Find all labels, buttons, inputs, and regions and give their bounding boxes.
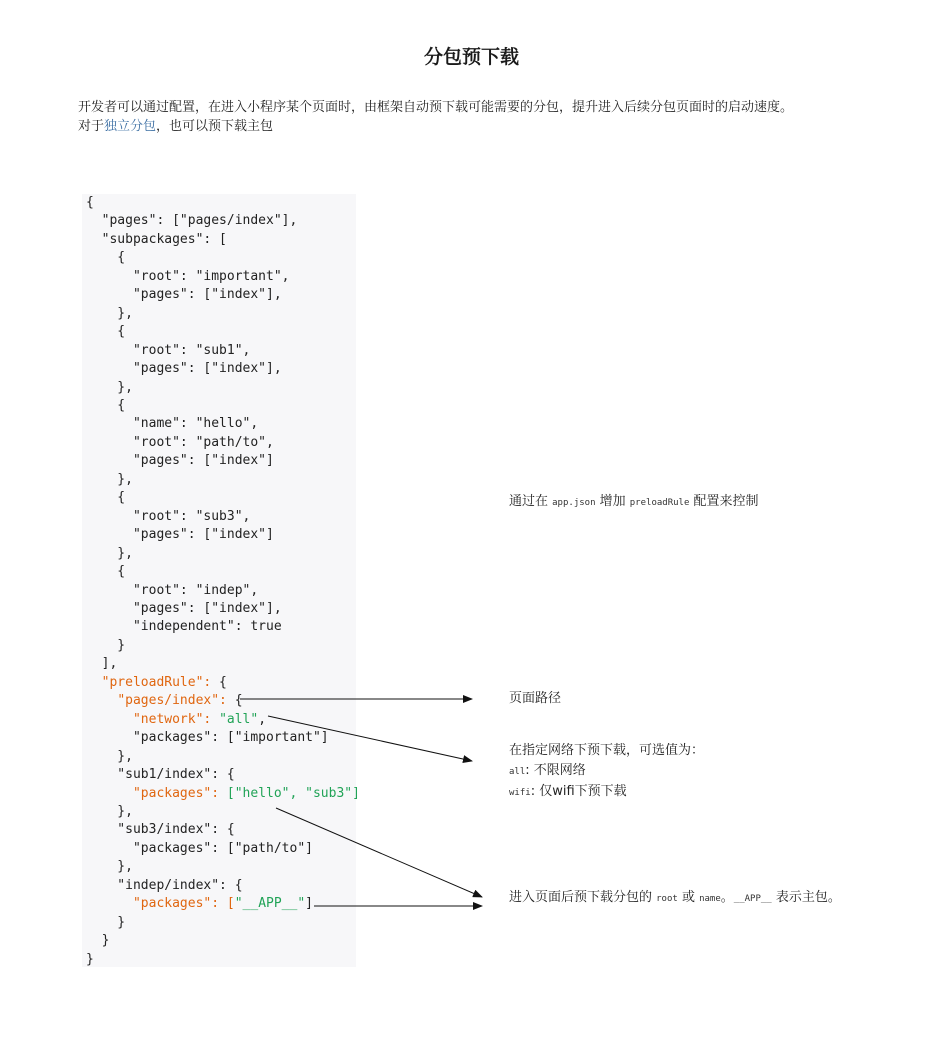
code-line: }, xyxy=(86,305,133,321)
note-config-text-2: 增加 xyxy=(595,494,630,509)
code-value-highlight: "all" xyxy=(219,711,259,727)
code-line: "root": "path/to", xyxy=(86,434,274,450)
note-preload-config xyxy=(509,492,759,513)
note-packages-text-2: 或 xyxy=(677,890,700,905)
code-key-highlight: "pages/index": xyxy=(117,693,227,709)
code-line: "preloadRule": { xyxy=(101,674,227,690)
arrow-network xyxy=(268,716,472,761)
page-title: 分包预下载 xyxy=(423,46,519,68)
code-line: } xyxy=(86,914,126,930)
code-line: "pages": ["index"], xyxy=(86,600,282,616)
note-config-text-1: 通过在 xyxy=(509,494,553,509)
code-preload-rule: preloadRule xyxy=(629,498,690,508)
code-line: "name": "hello", xyxy=(86,416,259,432)
code-line: "packages": ["__APP__"] xyxy=(132,896,313,912)
arrow-packages-sub1 xyxy=(276,808,482,897)
independent-subpackage-link[interactable]: 独立分包 xyxy=(104,119,157,134)
code-app: __APP__ xyxy=(733,894,772,904)
intro-text-after-link: ，也可以预下载主包 xyxy=(156,119,274,134)
code-line: "sub3/index": { xyxy=(86,822,235,838)
code-line: "network": "all", xyxy=(132,711,267,727)
code-line: "root": "sub3", xyxy=(86,508,251,524)
code-line: } xyxy=(86,637,126,653)
code-line: ], xyxy=(86,656,118,672)
code-line: }, xyxy=(86,803,133,819)
code-line: { xyxy=(86,490,126,506)
code-line: }, xyxy=(86,859,133,875)
code-line: "independent": true xyxy=(86,619,282,635)
code-line: { xyxy=(86,324,126,340)
code-line: "pages": ["pages/index"], xyxy=(86,213,298,229)
code-line: "subpackages": [ xyxy=(86,231,227,247)
note-network-all-desc: : 不限网络 xyxy=(525,763,586,778)
code-line: "pages/index": { xyxy=(117,693,243,709)
code-line: }, xyxy=(86,379,133,395)
note-network-option-wifi xyxy=(509,782,704,803)
note-packages-text-3: 。 xyxy=(720,890,734,905)
code-app-json: app.json xyxy=(552,498,596,508)
code-all: all xyxy=(509,767,526,777)
code-line: { xyxy=(86,195,94,210)
code-key-highlight: "packages": [ xyxy=(132,896,235,912)
code-line: "sub1/index": { xyxy=(86,767,235,783)
code-line: "indep/index": { xyxy=(86,877,243,893)
code-line: }, xyxy=(86,545,133,561)
note-page-path: 页面路径 xyxy=(509,691,562,706)
note-packages-text-4: 表示主包。 xyxy=(771,890,841,905)
note-packages xyxy=(509,888,841,909)
code-key-highlight: "packages": xyxy=(132,785,227,801)
note-network-wifi-desc: : 仅wifi下预下载 xyxy=(530,784,627,799)
code-line: { xyxy=(86,250,126,266)
code-line: } xyxy=(86,951,94,967)
note-packages-text-1: 进入页面后预下载分包的 xyxy=(509,890,657,905)
code-root: root xyxy=(656,894,678,904)
code-line: "root": "indep", xyxy=(86,582,259,598)
code-line: "pages": ["index"], xyxy=(86,287,282,303)
code-line: "pages": ["index"] xyxy=(86,527,274,543)
code-line: { xyxy=(86,564,126,580)
code-line: "root": "important", xyxy=(86,268,290,284)
note-network xyxy=(509,741,704,803)
code-key-highlight: "network": xyxy=(132,711,220,727)
code-name: name xyxy=(699,894,721,904)
code-line: "root": "sub1", xyxy=(86,342,251,358)
code-value-highlight: ["hello", "sub3"] xyxy=(226,785,360,801)
code-key-highlight: "preloadRule": xyxy=(101,674,212,690)
code-line: } xyxy=(86,933,110,949)
code-line: }, xyxy=(86,748,133,764)
note-network-title: 在指定网络下预下载，可选值为： xyxy=(509,743,705,758)
code-value-highlight: "__APP__" xyxy=(234,896,306,912)
code-wifi: wifi xyxy=(509,788,531,798)
code-line: "pages": ["index"], xyxy=(86,361,282,377)
code-line: { xyxy=(86,397,126,413)
code-line: }, xyxy=(86,471,133,487)
code-line: "packages": ["path/to"] xyxy=(86,840,313,856)
intro-line-1: 开发者可以通过配置，在进入小程序某个页面时，由框架自动预下载可能需要的分包，提升进入后续分包页面时的启动速度。 xyxy=(78,100,794,115)
code-line: "pages": ["index"] xyxy=(86,453,274,469)
intro-text-before-link: 对于 xyxy=(78,119,105,134)
note-network-option-all xyxy=(509,761,704,782)
code-line: "packages": ["important"] xyxy=(86,730,329,746)
note-config-text-3: 配置来控制 xyxy=(689,494,759,509)
